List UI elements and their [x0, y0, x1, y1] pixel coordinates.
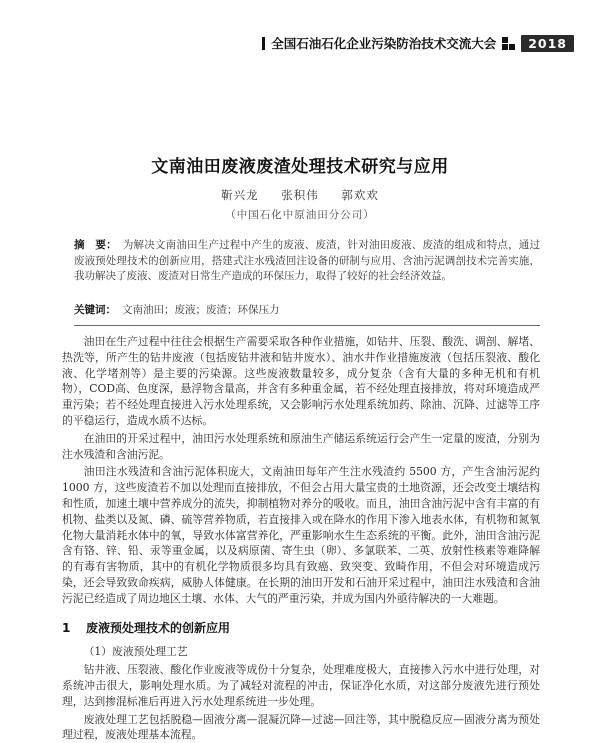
abstract-text: 为解决文南油田生产过程中产生的废液、废渣，针对油田废液、废渣的组成和特点，通过废液预处理技术的创新应用，搭建式注水残渣回注设备的研制与应用、含油污泥调剖技术完善实施，我功解决了废液、废渣对日常生产造成的环保压力，取得了较好的社会经济效益。 [74, 239, 541, 282]
header-squares-icon [502, 37, 515, 50]
section-title: 废液预处理技术的创新应用 [86, 620, 231, 635]
header-bar-mark [262, 37, 265, 50]
paper-body [62, 334, 540, 743]
paper-affiliation: （中国石化中原油田分公司） [225, 209, 375, 221]
keywords [74, 303, 540, 318]
section-number: 1 [62, 620, 71, 635]
conference-header [262, 34, 574, 52]
paper-title: 文南油田废液废渣处理技术研究与应用 [151, 157, 449, 177]
body-paragraph-4: 钻井液、压裂液、酸化作业废液等成份十分复杂，处理难度极大，直接掺入污水中进行处理，对系统冲击很大，影响处理水质。为了减轻对流程的冲击，保证净化水质，对这部分废液先进行预处理，达到掺混标准后再进入污水处理系统进一步处理。 [62, 663, 540, 708]
body-paragraph-3: 油田注水残渣和含油污泥体积庞大，文南油田每年产生注水残渣约 5500 方，产生含油污泥约 1000 方，这些废渣若不加以处理而直接排放，不但会占用大量宝贵的土地资源，还会改变土壤结构和性质，加速土壤中营养成分的流失，抑制植物对养分的吸收。而且，油田含油污泥中含有丰富的有机物、盐类以及氮、磷、硫等营养物质，若直接排入或在降水的作用下渗入地表水体，有机物和氮氧化物大量消耗水体中的氧，导致水体富营养化，严重影响水生生态系统的平衡。此外，油田含油污泥含有铬、锌、铅、汞等重金属，以及病原菌、寄生虫（卵）、多氯联苯、二英、放射性核素等难降解的有毒有害物质，其中的有机化学物质很多均具有致癌、致突变、致畸作用，不但会对环境造成污染，还会导致致命疾病，威胁人体健康。在长期的油田开发和石油开采过程中，油田注水残渣和含油污泥已经造成了周边地区土壤、水体、大气的严重污染，并成为国内外亟待解决的一大难题。 [62, 465, 540, 605]
body-paragraph-1: 油田在生产过程中往往会根据生产需要采取各种作业措施，如钻井、压裂、酸洗、调剖、解堵、热洗等，所产生的钻井废液（包括废钻井液和钻井废水）、油水井作业措施废液（包括压裂液、酸化液、化学堵剂等）是主要的污染源。这些废液数量较多，成分复杂（含有大量的多种无机和有机物），COD高、色度深，悬浮物含量高，并含有多种重金属，若不经处理直接排放，将对环境造成严重污染；若不经处理直接进入污水处理系统，又会影响污水处理系统加药、除油、沉降、过滤等工序的平稳运行，造成水质不达标。 [62, 335, 540, 427]
keywords-text: 文南油田；废液；废渣；环保压力 [122, 304, 280, 316]
section-heading-1 [62, 621, 540, 637]
abstract [74, 238, 540, 285]
abstract-label: 摘 要： [74, 239, 117, 251]
conference-year: 2018 [521, 35, 574, 52]
conference-name: 全国石油石化企业污染防治技术交流大会 [271, 36, 497, 51]
keywords-label: 关键词： [74, 304, 116, 316]
body-paragraph-5: 废液处理工艺包括脱稳—固液分离—混凝沉降—过滤—回注等，其中脱稳反应—固液分离为预处理过程，废液处理基本流程。 [62, 712, 540, 742]
abstract-divider [74, 325, 540, 326]
subsection-heading-1: （1）废液预处理工艺 [83, 645, 188, 659]
body-paragraph-2: 在油田的开采过程中，油田污水处理系统和原油生产储运系统运行会产生一定量的废渣，分别为注水残渣和含油污泥。 [62, 431, 540, 461]
paper-authors: 靳兴龙 张积伟 郭欢欢 [221, 188, 379, 202]
